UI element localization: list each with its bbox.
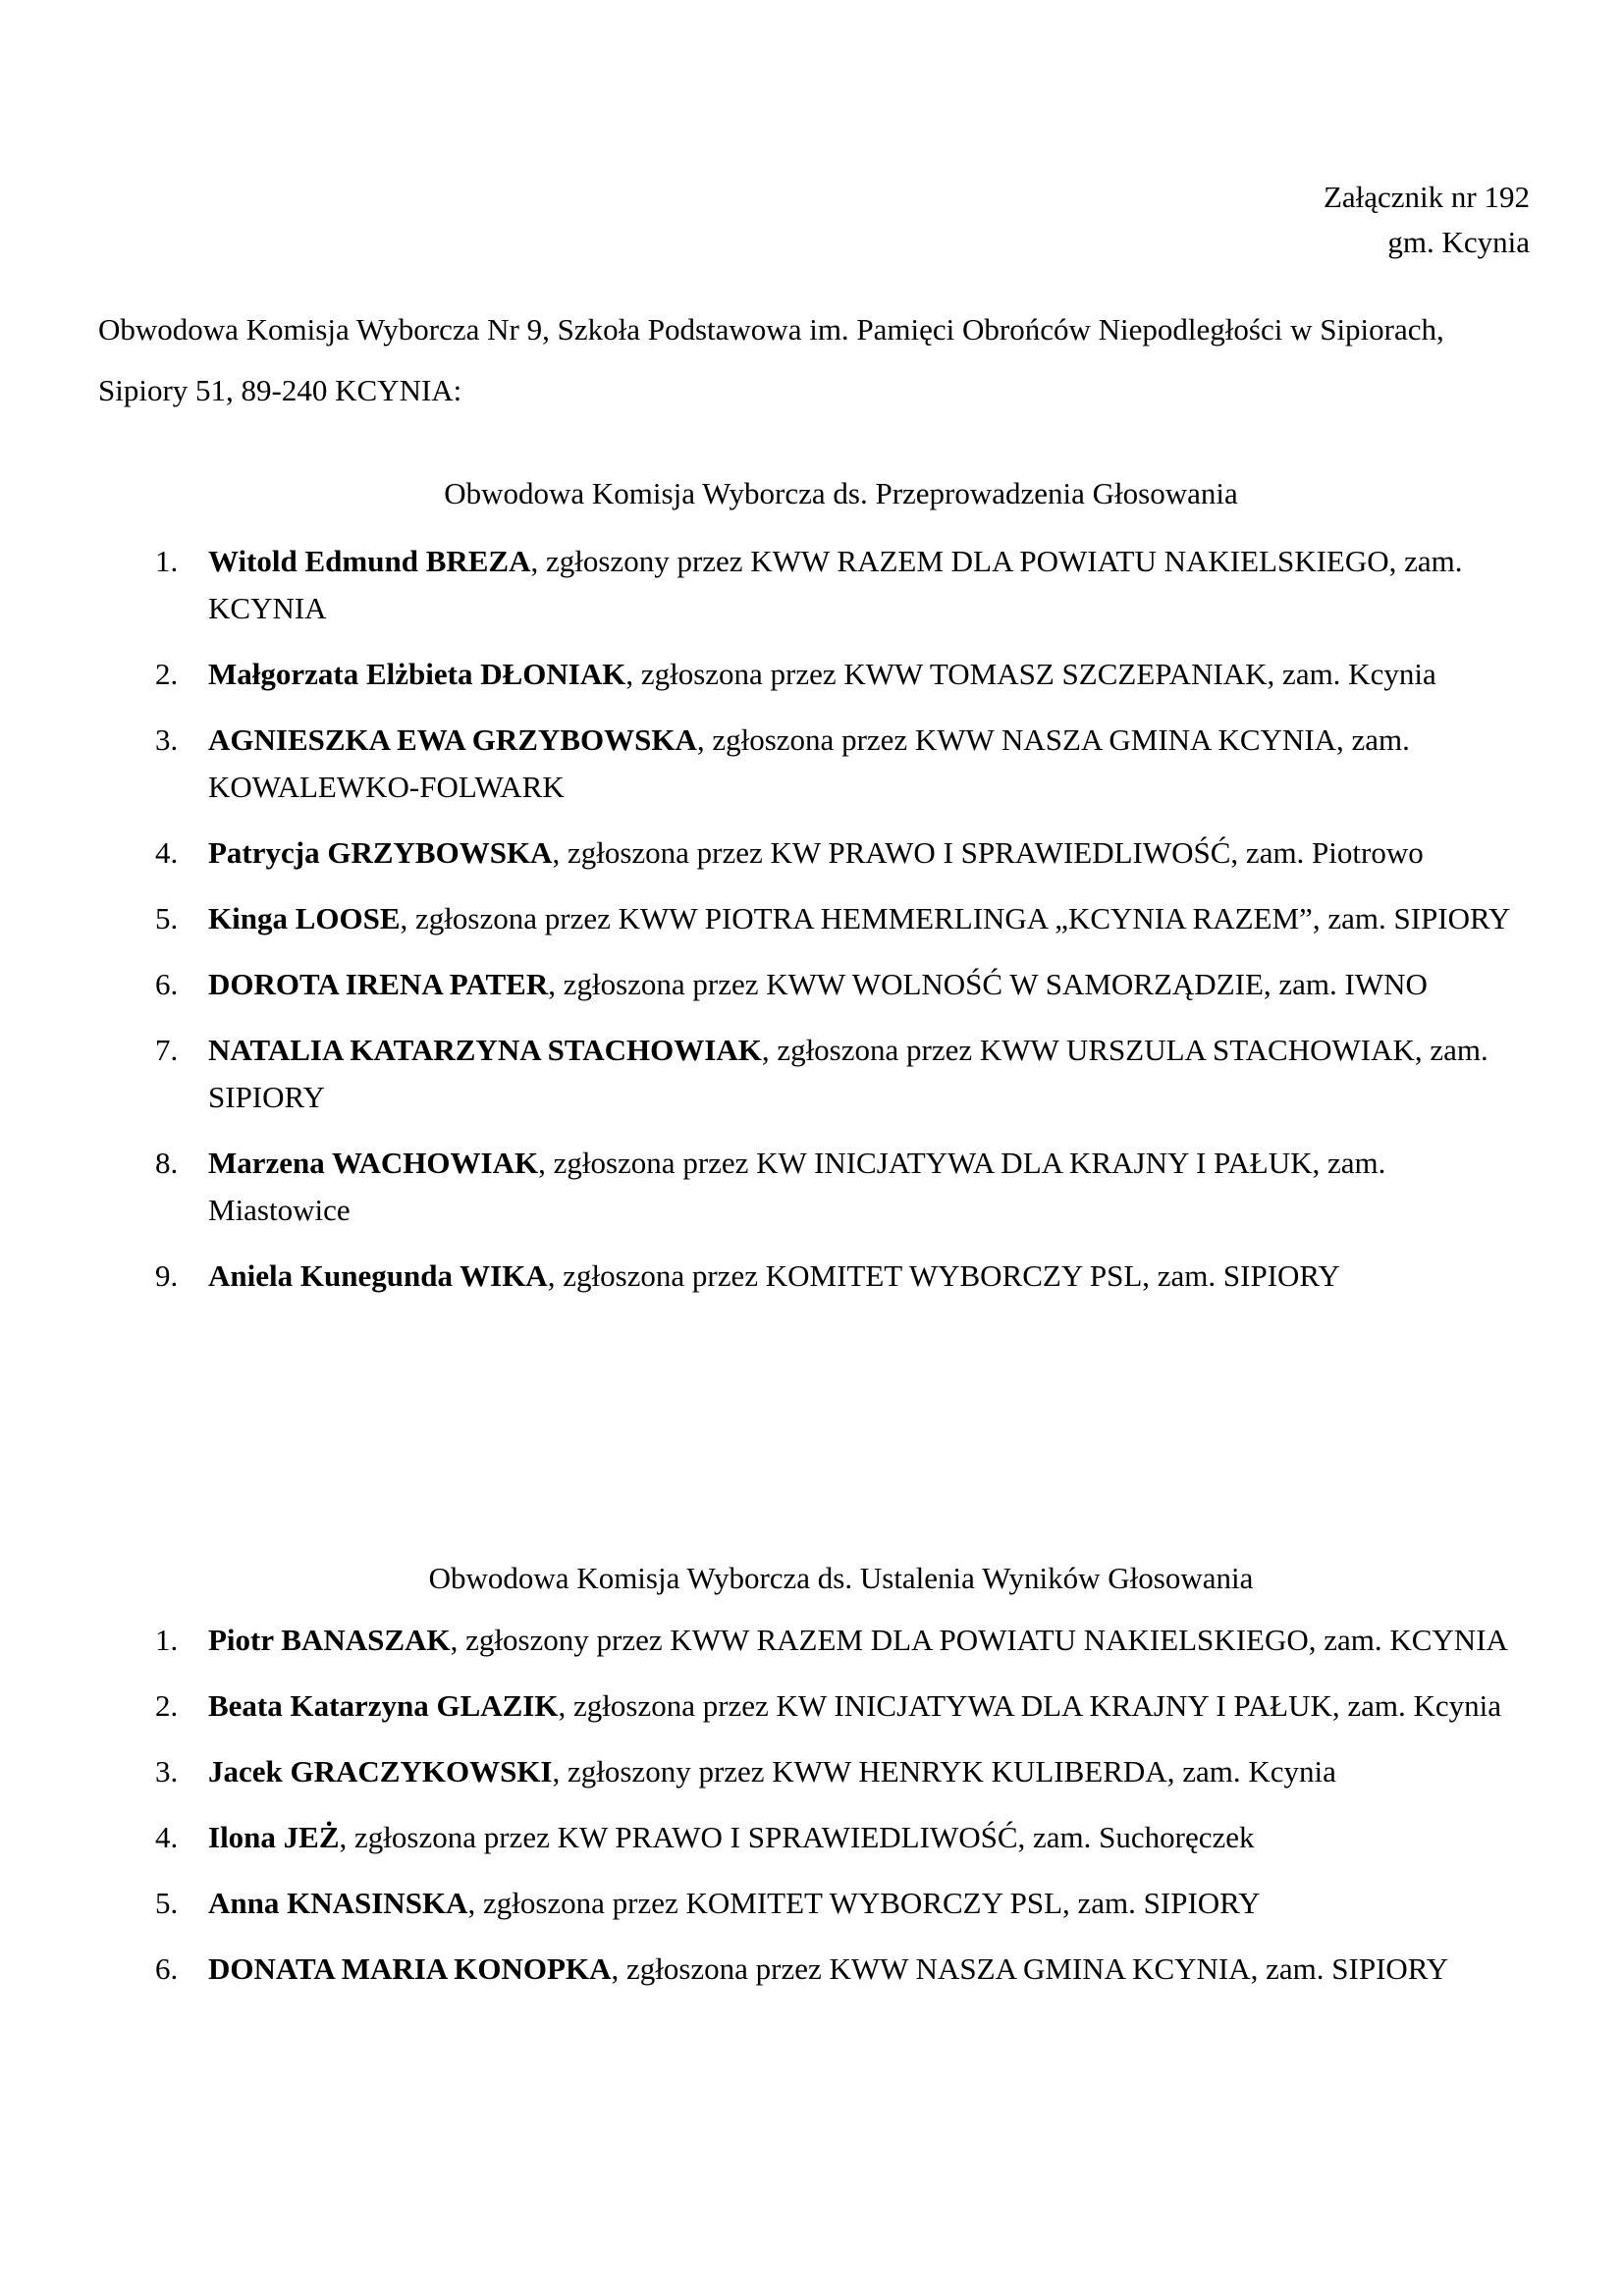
entry-number: 1. [155, 1623, 179, 1657]
section-results [0, 1556, 1623, 2011]
member-name: Jacek GRACZYKOWSKI [208, 1754, 553, 1789]
member-details: , zgłoszona przez KW PRAWO I SPRAWIEDLIWOŚĆ, zam. Suchoręczek [339, 1820, 1255, 1854]
member-entry [0, 961, 1529, 1008]
entry-number: 3. [155, 722, 179, 757]
member-list [0, 538, 1623, 1300]
annex-header [1324, 175, 1530, 265]
member-details: , zgłoszona przez KWW PIOTRA HEMMERLINGA „KCYNIA RAZEM”, zam. SIPIORY [400, 901, 1511, 935]
member-details: , zgłoszony przez KWW RAZEM DLA POWIATU NAKIELSKIEGO, zam. KCYNIA [208, 544, 1463, 625]
member-details: , zgłoszony przez KWW HENRYK KULIBERDA, zam. Kcynia [552, 1754, 1336, 1789]
member-list [0, 1617, 1623, 1993]
entry-number: 7. [155, 1033, 179, 1067]
section-title: Obwodowa Komisja Wyborcza ds. Ustalenia Wyników Głosowania [428, 1561, 1254, 1595]
member-entry [0, 717, 1529, 811]
entry-number: 2. [155, 1688, 179, 1723]
member-entry [0, 1027, 1529, 1121]
annex-municipality: gm. Kcynia [1387, 225, 1530, 259]
member-details: , zgłoszona przez KW INICJATYWA DLA KRAJNY I PAŁUK, zam. Miastowice [208, 1146, 1386, 1227]
section-title: Obwodowa Komisja Wyborcza ds. Przeprowadzenia Głosowania [444, 476, 1238, 510]
member-entry [0, 651, 1529, 698]
member-name: Witold Edmund BREZA [208, 544, 531, 578]
entry-number: 1. [155, 544, 179, 578]
member-name: AGNIESZKA EWA GRZYBOWSKA [208, 722, 697, 757]
member-name: Marzena WACHOWIAK [208, 1146, 539, 1180]
section-voting [0, 471, 1623, 1318]
member-details: , zgłoszona przez KWW TOMASZ SZCZEPANIAK, zam. Kcynia [625, 657, 1436, 691]
member-details: , zgłoszona przez KOMITET WYBORCZY PSL, zam. SIPIORY [547, 1258, 1340, 1293]
member-entry [0, 538, 1529, 632]
entry-number: 5. [155, 901, 179, 935]
member-name: Ilona JEŻ [208, 1820, 340, 1854]
member-details: , zgłoszona przez KWW NASZA GMINA KCYNIA, zam. KOWALEWKO-FOLWARK [208, 722, 1410, 804]
member-name: NATALIA KATARZYNA STACHOWIAK [208, 1033, 762, 1067]
member-name: Patrycja GRZYBOWSKA [208, 835, 553, 870]
member-details: , zgłoszona przez KWW URSZULA STACHOWIAK, zam. SIPIORY [208, 1033, 1488, 1114]
member-name: Piotr BANASZAK [208, 1623, 451, 1657]
member-name: Małgorzata Elżbieta DŁONIAK [208, 657, 626, 691]
member-entry [0, 1140, 1529, 1234]
member-entry [0, 1253, 1529, 1300]
entry-number: 9. [155, 1258, 179, 1293]
member-entry [0, 1946, 1529, 1993]
member-entry [0, 1814, 1529, 1861]
member-details: , zgłoszony przez KWW RAZEM DLA POWIATU NAKIELSKIEGO, zam. KCYNIA [450, 1623, 1508, 1657]
member-name: Anna KNASINSKA [208, 1886, 468, 1920]
annex-number: Załącznik nr 192 [1323, 180, 1530, 214]
member-entry [0, 1880, 1529, 1927]
member-entry [0, 1682, 1529, 1730]
member-name: Kinga LOOSE [208, 901, 401, 935]
member-entry [0, 895, 1529, 942]
member-entry [0, 1617, 1529, 1664]
member-entry [0, 1748, 1529, 1795]
entry-number: 3. [155, 1754, 179, 1789]
entry-number: 8. [155, 1146, 179, 1180]
member-name: Aniela Kunegunda WIKA [208, 1258, 548, 1293]
member-entry [0, 829, 1529, 877]
member-name: DONATA MARIA KONOPKA [208, 1951, 612, 1986]
member-name: Beata Katarzyna GLAZIK [208, 1688, 559, 1723]
entry-number: 5. [155, 1886, 179, 1920]
entry-number: 6. [155, 1951, 179, 1986]
entry-number: 2. [155, 657, 179, 691]
entry-number: 4. [155, 1820, 179, 1854]
entry-number: 6. [155, 967, 179, 1001]
member-details: , zgłoszona przez KWW NASZA GMINA KCYNIA, zam. SIPIORY [611, 1951, 1449, 1986]
member-details: , zgłoszona przez KW INICJATYWA DLA KRAJNY I PAŁUK, zam. Kcynia [558, 1688, 1502, 1723]
member-name: DOROTA IRENA PATER [208, 967, 549, 1001]
member-details: , zgłoszona przez KOMITET WYBORCZY PSL, zam. SIPIORY [467, 1886, 1261, 1920]
member-details: , zgłoszona przez KWW WOLNOŚĆ W SAMORZĄDZIE, zam. IWNO [548, 967, 1428, 1001]
commission-address: Obwodowa Komisja Wyborcza Nr 9, Szkoła Podstawowa im. Pamięci Obrońców Niepodległości w Sipiorach, Sipiory 51, 89-240 KCYNIA: [98, 312, 1444, 407]
entry-number: 4. [155, 835, 179, 870]
member-details: , zgłoszona przez KW PRAWO I SPRAWIEDLIWOŚĆ, zam. Piotrowo [552, 835, 1424, 870]
